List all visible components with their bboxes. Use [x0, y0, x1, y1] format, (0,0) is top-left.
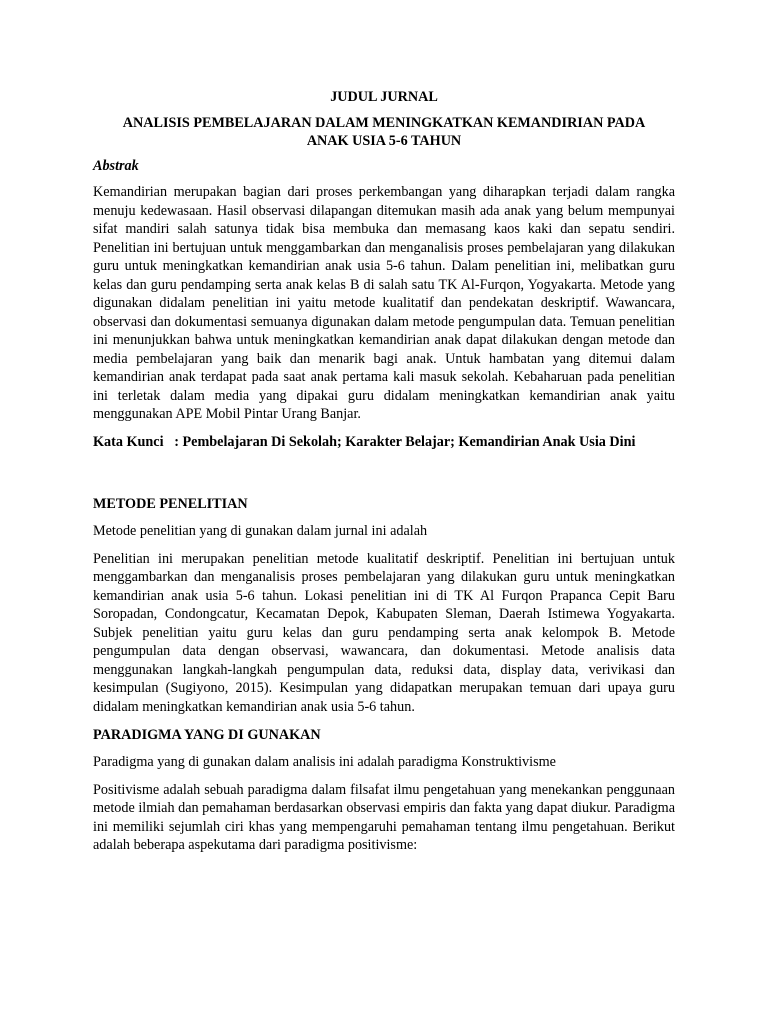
keywords-label: Kata Kunci: [93, 433, 175, 450]
keywords-text: : Pembelajaran Di Sekolah; Karakter Belajar; Kemandirian Anak Usia Dini: [174, 433, 636, 450]
metode-heading: METODE PENELITIAN: [93, 496, 248, 512]
journal-heading: JUDUL JURNAL: [330, 89, 438, 105]
paper-title: [93, 115, 675, 150]
document-page: [93, 88, 675, 864]
metode-body: Penelitian ini merupakan penelitian metode kualitatif deskriptif. Penelitian ini bertujuan untuk menggambarkan dan menganalisis proses pembelajaran yang dilakukan guru untuk meningkatkan kemandirian anak usia 5-6 tahun. Lokasi penelitian ini di TK Al Furqon Prapanca Cepit Baru Soropadan, Condongcatur, Kecamatan Depok, Kabupaten Sleman, Daerah Istimewa Yogyakarta. Subjek penelitian yaitu guru kelas dan guru pendamping serta anak kelompok B. Metode pengumpulan data dengan observasi, wawancara, dan dokumentasi. Metode analisis data menggunakan langkah-langkah pengumpulan data, reduksi data, display data, verivikasi dan kesimpulan (Sugiyono, 2015). Kesimpulan yang didapatkan merupakan temuan dari upaya guru didalam meningkatkan kemandirian anak usia 5-6 tahun.: [93, 550, 675, 715]
paradigma-body: Positivisme adalah sebuah paradigma dalam filsafat ilmu pengetahuan yang menekankan penggunaan metode ilmiah dan pemahaman berdasarkan observasi empiris dan fakta yang dapat diukur. Paradigma ini memiliki sejumlah ciri khas yang mempengaruhi pemahaman tentang ilmu pengetahuan. Berikut adalah beberapa aspekutama dari paradigma positivisme:: [93, 781, 675, 853]
abstract-body: Kemandirian merupakan bagian dari proses perkembangan yang diharapkan terjadi dalam rangka menuju kedewasaan. Hasil observasi dilapangan ditemukan masih ada anak yang belum mempunyai sifat mandiri salah satunya tidak bisa membuka dan memasang kaos kaki dan sepatu sendiri. Penelitian ini bertujuan untuk menggambarkan dan menganalisis proses pembelajaran yang dilakukan guru untuk meningkatkan kemandirian anak usia 5-6 tahun. Dalam penelitian ini, melibatkan guru kelas dan guru pendamping serta anak kelas B di salah satu TK Al-Furqon, Yogyakarta. Metode yang digunakan didalam penelitian ini yaitu metode kualitatif dan pendekatan deskriptif. Wawancara, observasi dan dokumentasi semuanya digunakan dalam metode pengumpulan data. Temuan penelitian ini menunjukkan bahwa untuk meningkatkan kemandirian anak dapat dilakukan dengan metode dan media pembelajaran yang baik dan menarik bagi anak. Untuk hambatan yang ditemui dalam kemandirian anak terdapat pada saat anak pertama kali masuk sekolah. Kebaharuan pada penelitian ini terletak dalam media yang dipakai guru didalam meningkatkan kemandirian anak yaitu menggunakan APE Mobil Pintar Urang Banjar.: [93, 184, 675, 422]
paradigma-intro: Paradigma yang di gunakan dalam analisis ini adalah paradigma Konstruktivisme: [93, 754, 556, 770]
paper-title-line-2: ANAK USIA 5-6 TAHUN: [306, 132, 462, 149]
abstract-heading: Abstrak: [93, 158, 139, 174]
paradigma-heading: PARADIGMA YANG DI GUNAKAN: [93, 727, 321, 743]
keywords: [93, 433, 675, 452]
metode-intro: Metode penelitian yang di gunakan dalam jurnal ini adalah: [93, 523, 428, 539]
paper-title-line-1: ANALISIS PEMBELAJARAN DALAM MENINGKATKAN KEMANDIRIAN PADA: [122, 115, 646, 131]
